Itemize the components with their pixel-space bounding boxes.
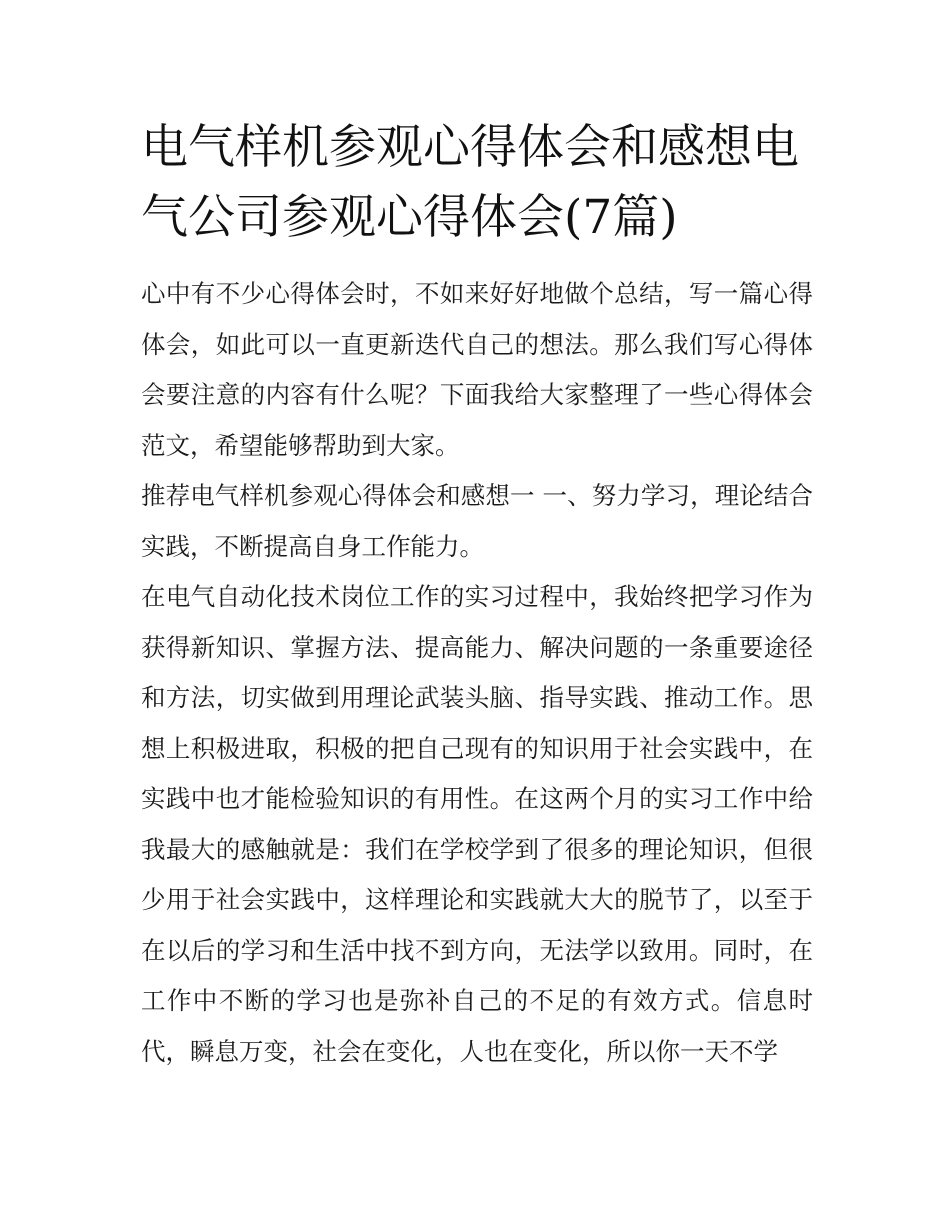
paragraph-body: 在电气自动化技术岗位工作的实习过程中，我始终把学习作为获得新知识、掌握方法、提高能力、解决问题的一条重要途径和方法，切实做到用理论武装头脑、指导实践、推动工作。思想上积极进取，积极的把自己现有的知识用于社会实践中，在实践中也才能检验知识的有用性。在这两个月的实习工作中给我最大的感触就是：我们在学校学到了很多的理论知识，但很少用于社会实践中，这样理论和实践就大大的脱节了，以至于在以后的学习和生活中找不到方向，无法学以致用。同时，在工作中不断的学习也是弥补自己的不足的有效方式。信息时代，瞬息万变，社会在变化，人也在变化，所以你一天不学 bbox=[141, 582, 813, 1066]
document-title: 电气样机参观心得体会和感想电气公司参观心得体会(7篇) bbox=[141, 120, 799, 245]
paragraph-intro: 心中有不少心得体会时，不如来好好地做个总结，写一篇心得体会，如此可以一直更新迭代自己的想法。那么我们写心得体会要注意的内容有什么呢？下面我给大家整理了一些心得体会范文，希望能够帮助到大家。 bbox=[141, 279, 813, 460]
document-body bbox=[141, 113, 813, 1077]
paragraph-section-heading: 推荐电气样机参观心得体会和感想一 一、努力学习，理论结合实践，不断提高自身工作能力。 bbox=[141, 481, 813, 561]
